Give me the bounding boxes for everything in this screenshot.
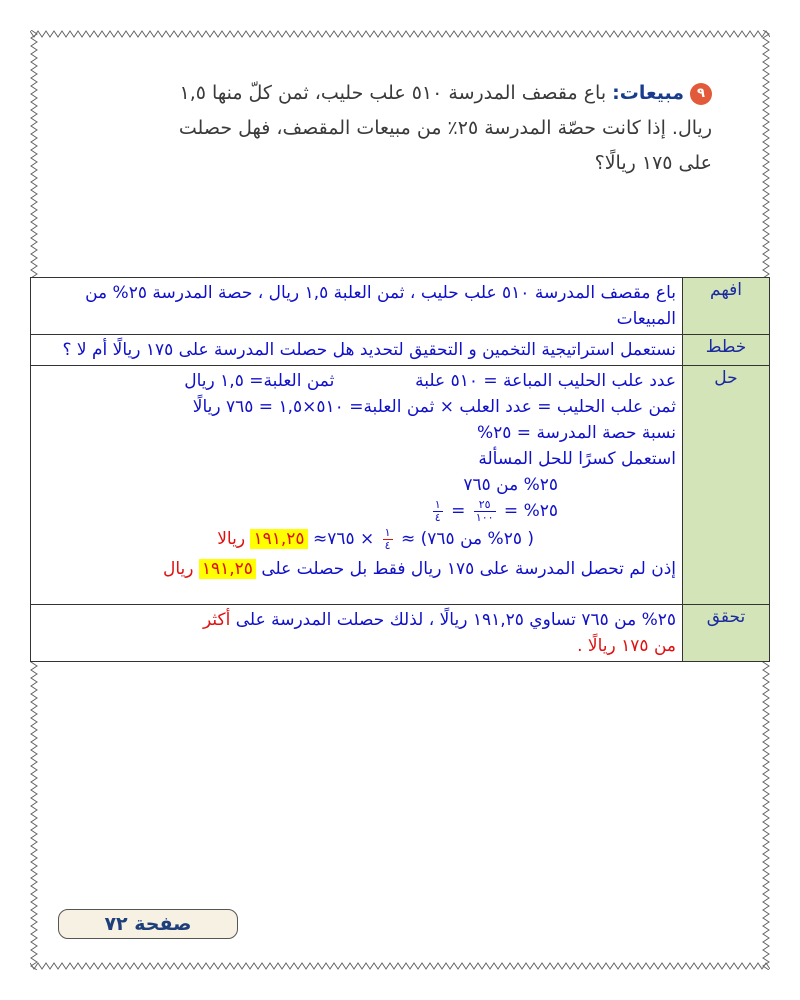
highlighted-result: ١٩١,٢٥ — [199, 559, 256, 579]
solve-line-4: استعمل كسرًا للحل المسألة — [478, 449, 676, 469]
row-plan — [31, 335, 770, 366]
row-solve — [31, 366, 770, 605]
fraction-denominator: ٤ — [434, 510, 441, 524]
equals-sign: = — [451, 501, 466, 521]
check-text-line2: من ١٧٥ ريالًا . — [577, 636, 676, 656]
fraction-denominator: ٤ — [384, 538, 391, 552]
estimate-start: ( ٢٥% من ٧٦٥) ≈ — [400, 529, 534, 549]
text-check — [31, 605, 683, 662]
label-check: تحقق — [683, 605, 770, 662]
problem-number-badge: ٩ — [690, 83, 712, 105]
page-border-top — [30, 30, 770, 38]
check-text: ٢٥% من ٧٦٥ تساوي ١٩١,٢٥ ريالًا ، لذلك حصلت المدرسة على — [235, 610, 676, 630]
solve-line-5: ٢٥% من ٧٦٥ — [463, 475, 558, 495]
row-check — [31, 605, 770, 662]
solve-count-text: عدد علب الحليب المباعة = ٥١٠ علبة — [415, 371, 676, 391]
highlighted-result: ١٩١,٢٥ — [250, 529, 307, 549]
problem-text: باع مقصف المدرسة ٥١٠ علب حليب، ثمن كلّ منها ١,٥ ريال. إذا كانت حصّة المدرسة ٢٥٪ من مبيعات المقصف، فهل حصلت على ١٧٥ ريالًا؟ — [178, 82, 712, 174]
result-unit: ريالا — [217, 529, 246, 549]
solve-line-6 — [37, 498, 676, 524]
result-unit: ريال — [162, 559, 194, 579]
solve-price-text: ثمن العلبة= ١,٥ ريال — [184, 371, 335, 391]
label-solve: حل — [683, 366, 770, 605]
solve-line-3: نسبة حصة المدرسة = ٢٥% — [476, 423, 676, 443]
text-understand: باع مقصف المدرسة ٥١٠ علب حليب ، ثمن العلبة ١,٥ ريال ، حصة المدرسة ٢٥% من المبيعات — [31, 278, 683, 335]
solve-line-2: ثمن علب الحليب = عدد العلب × ثمن العلبة= ٥١٠×١,٥ = ٧٦٥ ريالًا — [192, 397, 676, 417]
fraction-denominator: ١٠٠ — [475, 510, 494, 524]
fraction-numerator: ٢٥ — [474, 499, 496, 512]
fraction-1-4 — [433, 499, 443, 524]
label-plan: خطط — [683, 335, 770, 366]
page-number-label: صفحة ٧٢ — [58, 909, 238, 939]
label-understand: افهم — [683, 278, 770, 335]
solution-table — [30, 277, 770, 662]
fraction-numerator: ١ — [434, 497, 441, 511]
conclusion-text: إذن لم تحصل المدرسة على ١٧٥ ريال فقط بل حصلت على — [261, 559, 676, 579]
solve-line-1 — [37, 368, 676, 394]
check-highlight-word: أكثر — [203, 610, 231, 630]
solve-line-8 — [37, 556, 676, 582]
fraction-25-100 — [474, 499, 496, 524]
text-solve — [31, 366, 683, 605]
fraction-quarter — [383, 527, 393, 552]
text-plan: نستعمل استراتيجية التخمين و التحقيق لتحديد هل حصلت المدرسة على ١٧٥ ريالًا أم لا ؟ — [31, 335, 683, 366]
fraction-numerator: ١ — [384, 525, 391, 539]
fraction-lhs: ٢٥% = — [503, 501, 558, 521]
estimate-mid: × ٧٦٥≈ — [312, 529, 375, 549]
page-border-bottom — [30, 962, 770, 970]
problem-statement — [152, 76, 712, 181]
problem-keyword: مبيعات: — [612, 82, 684, 104]
row-understand — [31, 278, 770, 335]
solve-line-7 — [37, 526, 676, 552]
